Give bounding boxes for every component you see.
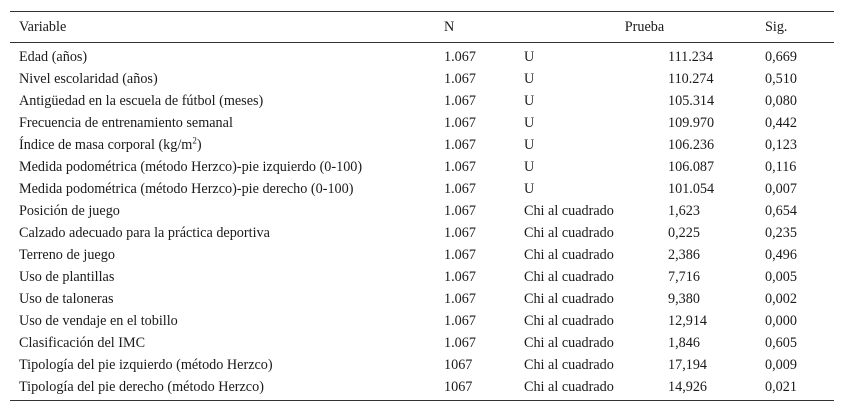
cell-value: 105.314 [668, 93, 715, 109]
table-row [10, 91, 834, 113]
header-n: N [444, 18, 455, 35]
cell-n: 1.067 [444, 203, 476, 219]
cell-sig: 0,116 [765, 159, 797, 175]
cell-n: 1.067 [444, 137, 476, 153]
cell-variable: Medida podométrica (método Herzco)-pie izquierdo (0-100) [19, 159, 363, 175]
cell-variable: Uso de plantillas [19, 269, 115, 285]
table-row [10, 157, 834, 179]
cell-value: 111.234 [668, 49, 714, 66]
cell-test: U [524, 49, 535, 66]
cell-n: 1.067 [444, 71, 476, 87]
cell-sig: 0,496 [765, 247, 797, 263]
cell-variable-text: Índice de masa corporal (kg/m [19, 137, 193, 153]
cell-variable: Nivel escolaridad (años) [19, 71, 158, 87]
cell-value: 1,846 [668, 335, 700, 351]
table-row [10, 267, 834, 289]
header-variable: Variable [19, 18, 67, 35]
cell-value: 106.236 [668, 137, 715, 153]
cell-test: Chi al cuadrado [524, 269, 614, 285]
table-body [10, 43, 834, 400]
cell-n: 1067 [444, 378, 473, 395]
cell-value: 0,225 [668, 225, 700, 241]
table-row [10, 179, 834, 201]
table-row [10, 245, 834, 267]
cell-sig: 0,123 [765, 137, 797, 153]
cell-variable: Frecuencia de entrenamiento semanal [19, 115, 233, 131]
cell-value: 2,386 [668, 247, 700, 263]
cell-sig: 0,009 [765, 357, 797, 373]
header-prueba: Prueba [624, 18, 665, 35]
cell-value: 109.970 [668, 115, 715, 131]
table-row [10, 355, 834, 377]
cell-variable: Uso de taloneras [19, 291, 114, 307]
table-row [10, 43, 834, 69]
cell-variable: Uso de vendaje en el tobillo [19, 313, 178, 329]
cell-value: 101.054 [668, 181, 715, 197]
table-row [10, 201, 834, 223]
cell-value: 106.087 [668, 159, 715, 175]
table-row [10, 113, 834, 135]
table-row [10, 135, 834, 157]
cell-test: U [524, 71, 535, 87]
cell-value: 12,914 [668, 313, 708, 329]
cell-sig: 0,669 [765, 49, 797, 66]
cell-value: 1,623 [668, 203, 700, 219]
cell-test: U [524, 93, 535, 109]
cell-variable: Posición de juego [19, 203, 120, 219]
table-row [10, 289, 834, 311]
cell-n: 1.067 [444, 181, 476, 197]
cell-variable: Tipología del pie izquierdo (método Herzco) [19, 357, 273, 373]
cell-sig: 0,000 [765, 313, 797, 329]
cell-variable-suffix: ) [196, 137, 202, 153]
cell-sig: 0,002 [765, 291, 797, 307]
cell-sig: 0,235 [765, 225, 797, 241]
cell-n: 1067 [444, 357, 473, 373]
cell-n: 1.067 [444, 291, 476, 307]
cell-test: Chi al cuadrado [524, 378, 614, 395]
cell-n: 1.067 [444, 313, 476, 329]
table-row [10, 377, 834, 400]
cell-sig: 0,605 [765, 335, 797, 351]
cell-n: 1.067 [444, 49, 476, 66]
cell-variable: Clasificación del IMC [19, 335, 146, 351]
cell-value: 9,380 [668, 291, 700, 307]
cell-test: Chi al cuadrado [524, 357, 614, 373]
header-sig: Sig. [765, 18, 788, 35]
cell-sig: 0,021 [765, 378, 797, 395]
cell-sig: 0,080 [765, 93, 797, 109]
cell-test: Chi al cuadrado [524, 313, 614, 329]
cell-variable: Edad (años) [19, 49, 88, 66]
cell-n: 1.067 [444, 159, 476, 175]
cell-sig: 0,005 [765, 269, 797, 285]
cell-n: 1.067 [444, 93, 476, 109]
cell-test: U [524, 159, 535, 175]
cell-test: U [524, 137, 535, 153]
cell-n: 1.067 [444, 269, 476, 285]
cell-variable: Tipología del pie derecho (método Herzco) [19, 378, 264, 395]
cell-value: 110.274 [668, 71, 714, 87]
cell-n: 1.067 [444, 115, 476, 131]
cell-sig: 0,654 [765, 203, 797, 219]
table-row [10, 69, 834, 91]
cell-test: Chi al cuadrado [524, 225, 614, 241]
table-row [10, 223, 834, 245]
cell-test: Chi al cuadrado [524, 247, 614, 263]
cell-variable: Medida podométrica (método Herzco)-pie derecho (0-100) [19, 181, 354, 197]
cell-test: Chi al cuadrado [524, 291, 614, 307]
cell-n: 1.067 [444, 247, 476, 263]
cell-test: U [524, 115, 535, 131]
cell-value: 7,716 [668, 269, 700, 285]
cell-value: 17,194 [668, 357, 708, 373]
cell-test: U [524, 181, 535, 197]
cell-sig: 0,510 [765, 71, 797, 87]
statistics-table [10, 11, 834, 400]
table-row [10, 311, 834, 333]
cell-sig: 0,442 [765, 115, 797, 131]
cell-test: Chi al cuadrado [524, 335, 614, 351]
header-row [10, 12, 834, 43]
cell-variable: Antigüedad en la escuela de fútbol (meses) [19, 93, 264, 109]
cell-variable: Calzado adecuado para la práctica deportiva [19, 225, 270, 241]
cell-variable-superscript: 2 [192, 135, 197, 146]
bottom-rule [10, 400, 834, 401]
cell-test: Chi al cuadrado [524, 203, 614, 219]
cell-n: 1.067 [444, 335, 476, 351]
cell-value: 14,926 [668, 378, 708, 395]
cell-n: 1.067 [444, 225, 476, 241]
cell-variable [10, 135, 444, 157]
table-row [10, 333, 834, 355]
cell-sig: 0,007 [765, 181, 797, 197]
cell-variable: Terreno de juego [19, 247, 115, 263]
table-header [10, 12, 834, 43]
